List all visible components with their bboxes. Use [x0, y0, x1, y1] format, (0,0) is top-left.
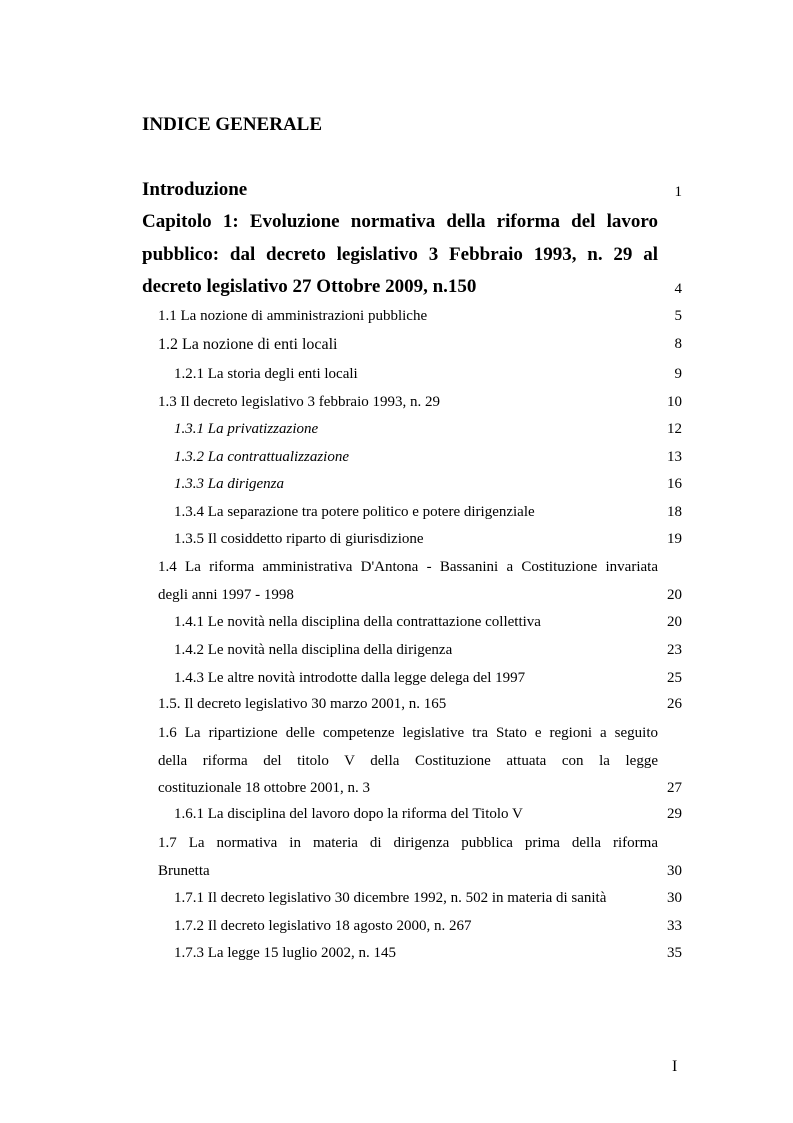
toc-label: 1.3.3 La dirigenza	[174, 476, 285, 492]
toc-entry-1-2-1[interactable]	[174, 367, 682, 382]
toc-page: 9	[674, 366, 682, 382]
toc-page: 20	[667, 614, 682, 630]
toc-label: 1.5. Il decreto legislativo 30 marzo 2001, n. 165	[158, 696, 447, 712]
toc-entry-1-2[interactable]	[158, 337, 682, 352]
toc-page: 10	[667, 394, 682, 410]
toc-entry-1-3-2[interactable]	[174, 450, 682, 465]
toc-entry-1-4-3[interactable]	[174, 671, 682, 686]
toc-entry-1-4-2[interactable]	[174, 643, 682, 658]
toc-label: 1.7.2 Il decreto legislativo 18 agosto 2000, n. 267	[174, 918, 472, 934]
toc-label: 1.2.1 La storia degli enti locali	[174, 366, 358, 382]
toc-label: 1.4.2 Le novità nella disciplina della dirigenza	[174, 642, 453, 658]
toc-entry-1-3-3[interactable]	[174, 477, 682, 492]
toc-entry-1-3-5[interactable]	[174, 532, 682, 547]
toc-label-text: Brunetta	[158, 863, 210, 879]
toc-page: 30	[667, 863, 682, 879]
toc-label: 1.3.2 La contrattualizzazione	[174, 449, 350, 465]
toc-label: 1.2 La nozione di enti locali	[158, 336, 338, 353]
toc-page: 18	[667, 504, 682, 520]
toc-label: 1.3.5 Il cosiddetto riparto di giurisdizione	[174, 531, 424, 547]
toc-label: Introduzione	[142, 179, 248, 200]
toc-page: 33	[667, 918, 682, 934]
toc-entry-1-7-1[interactable]	[174, 891, 682, 906]
toc-entry-1-7-2[interactable]	[174, 919, 682, 934]
toc-label-line: pubblico: dal decreto legislativo 3 Febbraio 1993, n. 29 al	[142, 244, 658, 265]
toc-label-line	[158, 588, 682, 603]
toc-label: 1.7.1 Il decreto legislativo 30 dicembre 1992, n. 502 in materia di sanità	[174, 890, 607, 906]
toc-label-text: degli anni 1997 - 1998	[158, 587, 294, 603]
page-number: I	[672, 1058, 678, 1075]
toc-entry-1-3[interactable]	[158, 395, 682, 410]
toc-entry-1-3-4[interactable]	[174, 505, 682, 520]
toc-label-line: 1.6 La ripartizione delle competenze legislative tra Stato e regioni a seguito	[158, 725, 658, 741]
toc-label: 1.6.1 La disciplina del lavoro dopo la riforma del Titolo V	[174, 806, 523, 822]
toc-label-line: della riforma del titolo V della Costituzione attuata con la legge	[158, 753, 658, 769]
toc-entry-introduzione[interactable]	[142, 180, 682, 199]
toc-page: 8	[674, 336, 682, 352]
page-title: INDICE GENERALE	[142, 114, 323, 135]
toc-page: 25	[667, 670, 682, 686]
toc-label-line: 1.4 La riforma amministrativa D'Antona - Bassanini a Costituzione invariata	[158, 559, 658, 575]
toc-label: 1.4.1 Le novità nella disciplina della contrattazione collettiva	[174, 614, 541, 630]
toc-page: 16	[667, 476, 682, 492]
toc-page: 4	[674, 281, 682, 297]
toc-entry-1-1[interactable]	[158, 309, 682, 324]
toc-label-line: 1.7 La normativa in materia di dirigenza pubblica prima della riforma	[158, 835, 658, 851]
toc-page: 29	[667, 806, 682, 822]
toc-label-line	[158, 781, 682, 796]
toc-label-text: costituzionale 18 ottobre 2001, n. 3	[158, 780, 371, 796]
toc-page: 26	[667, 696, 682, 712]
toc-label-text: decreto legislativo 27 Ottobre 2009, n.150	[142, 276, 477, 297]
toc-page: 19	[667, 531, 682, 547]
toc-page: 5	[674, 308, 682, 324]
toc-label: 1.1 La nozione di amministrazioni pubbliche	[158, 308, 428, 324]
toc-entry-1-3-1[interactable]	[174, 422, 682, 437]
toc-page: 12	[667, 421, 682, 437]
toc-label: 1.4.3 Le altre novità introdotte dalla legge delega del 1997	[174, 670, 526, 686]
toc-entry-1-7-3[interactable]	[174, 946, 682, 961]
toc-label: 1.3.4 La separazione tra potere politico e potere dirigenziale	[174, 504, 535, 520]
toc-page: 27	[667, 780, 682, 796]
toc-page: 13	[667, 449, 682, 465]
toc-label: 1.7.3 La legge 15 luglio 2002, n. 145	[174, 945, 397, 961]
toc-entry-1-5[interactable]	[158, 697, 682, 712]
toc-entry-1-4-1[interactable]	[174, 615, 682, 630]
toc-label: 1.3 Il decreto legislativo 3 febbraio 1993, n. 29	[158, 394, 441, 410]
toc-label-line: Capitolo 1: Evoluzione normativa della riforma del lavoro	[142, 211, 658, 232]
toc-label-line	[158, 864, 682, 879]
toc-page: 35	[667, 945, 682, 961]
toc-page: 23	[667, 642, 682, 658]
toc-page: 30	[667, 890, 682, 906]
toc-page: 20	[667, 587, 682, 603]
toc-page: 1	[674, 184, 682, 200]
toc-label-line	[142, 277, 682, 296]
toc-entry-1-6-1[interactable]	[174, 807, 682, 822]
toc-label: 1.3.1 La privatizzazione	[174, 421, 319, 437]
